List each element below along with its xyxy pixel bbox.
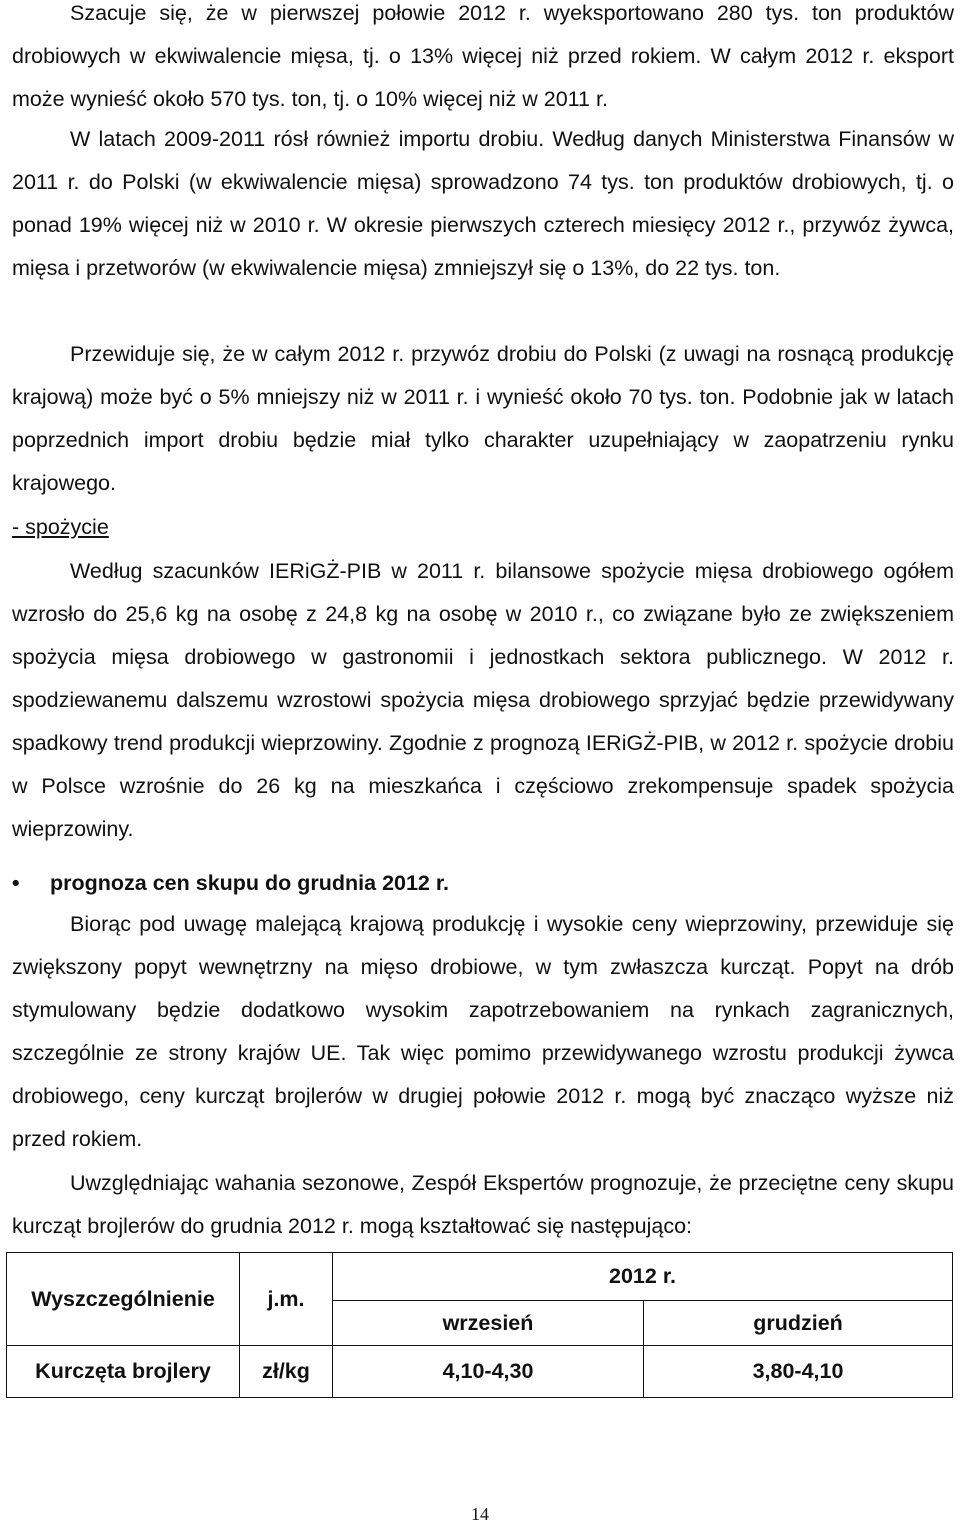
price-forecast-table bbox=[6, 1252, 953, 1398]
bullet-heading bbox=[12, 868, 450, 898]
cell-item: Kurczęta brojlery bbox=[7, 1346, 240, 1398]
header-cell-item: Wyszczególnienie bbox=[7, 1253, 240, 1346]
page-number: 14 bbox=[471, 1504, 489, 1524]
header-cell-december: grudzień bbox=[644, 1301, 953, 1346]
paragraph-import-forecast: Przewiduje się, że w całym 2012 r. przywóz drobiu do Polski (z uwagi na rosnącą produkcję krajową) może być o 5% mniejszy niż w 2011 r. i wynieść około 70 tys. ton. Podobnie jak w latach poprzednich import drobiu będzie miał tylko charakter uzupełniający w zaopatrzeniu rynku krajowego. bbox=[12, 342, 954, 495]
cell-unit: zł/kg bbox=[240, 1346, 333, 1398]
table-row bbox=[7, 1346, 953, 1398]
header-cell-year: 2012 r. bbox=[333, 1253, 953, 1301]
paragraph-price-outlook: Biorąc pod uwagę malejącą krajową produkcję i wysokie ceny wieprzowiny, przewiduje się zwiększony popyt wewnętrzny na mięso drobiowe, w tym zwłaszcza kurcząt. Popyt na drób stymulowany będzie dodatkowo wysokim zapotrzebowaniem na rynkach zagranicznych, szczególnie ze strony krajów UE. Tak więc pomimo przewidywanego wzrostu produkcji żywca drobiowego, ceny kurcząt brojlerów w drugiej połowie 2012 r. mogą być znacząco wyższe niż przed rokiem. bbox=[12, 912, 954, 1151]
table-header-row bbox=[7, 1253, 953, 1301]
section-heading-consumption: - spożycie bbox=[12, 515, 109, 539]
bullet-icon: • bbox=[12, 871, 20, 895]
paragraph-price-forecast-intro: Uwzględniając wahania sezonowe, Zespół Ekspertów prognozuje, że przeciętne ceny skupu kurcząt brojlerów do grudnia 2012 r. mogą kształtować się następująco: bbox=[12, 1171, 954, 1238]
header-cell-unit: j.m. bbox=[240, 1253, 333, 1346]
paragraph-consumption: Według szacunków IERiGŻ-PIB w 2011 r. bilansowe spożycie mięsa drobiowego ogółem wzrosło do 25,6 kg na osobę z 24,8 kg na osobę w 2010 r., co związane było ze zwiększeniem spożycia mięsa drobiowego w gastronomii i jednostkach sektora publicznego. W 2012 r. spodziewanemu dalszemu wzrostowi spożycia mięsa drobiowego sprzyjać będzie przewidywany spadkowy trend produkcji wieprzowiny. Zgodnie z prognozą IERiGŻ-PIB, w 2012 r. spożycie drobiu w Polsce wzrośnie do 26 kg na mieszkańca i częściowo zrekompensuje spadek spożycia wieprzowiny. bbox=[12, 559, 954, 841]
cell-september: 4,10-4,30 bbox=[333, 1346, 644, 1398]
cell-december: 3,80-4,10 bbox=[644, 1346, 953, 1398]
bullet-heading-text: prognoza cen skupu do grudnia 2012 r. bbox=[50, 871, 450, 895]
header-cell-september: wrzesień bbox=[333, 1301, 644, 1346]
paragraph-export: Szacuje się, że w pierwszej połowie 2012 r. wyeksportowano 280 tys. ton produktów drobiowych w ekwiwalencie mięsa, tj. o 13% więcej niż przed rokiem. W całym 2012 r. eksport może wynieść około 570 tys. ton, tj. o 10% więcej niż w 2011 r. bbox=[12, 1, 954, 111]
paragraph-import: W latach 2009-2011 rósł również importu drobiu. Według danych Ministerstwa Finansów w 2011 r. do Polski (w ekwiwalencie mięsa) sprowadzono 74 tys. ton produktów drobiowych, tj. o ponad 19% więcej niż w 2010 r. W okresie pierwszych czterech miesięcy 2012 r., przywóz żywca, mięsa i przetworów (w ekwiwalencie mięsa) zmniejszył się o 13%, do 22 tys. ton. bbox=[12, 127, 954, 280]
